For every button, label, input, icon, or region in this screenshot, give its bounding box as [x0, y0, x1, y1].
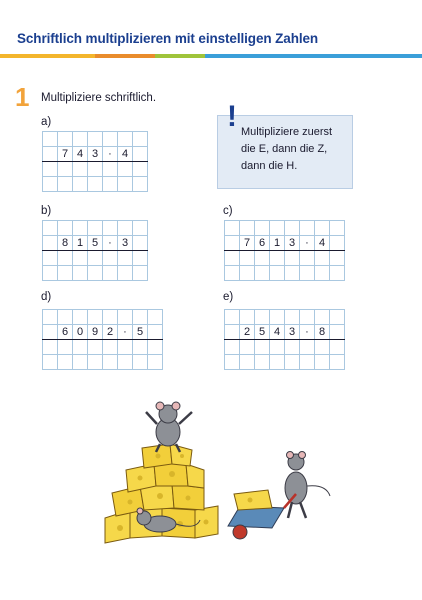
grid-cell[interactable] — [285, 266, 300, 281]
grid-cell[interactable] — [240, 310, 255, 325]
mouse-on-top — [146, 402, 192, 452]
grid-row — [225, 251, 345, 266]
grid-row — [43, 355, 163, 370]
grid-cell[interactable] — [225, 251, 240, 266]
grid-cell[interactable] — [270, 355, 285, 370]
grid-row — [43, 310, 163, 325]
grid-cell[interactable] — [58, 177, 73, 192]
expression-digit[interactable]: 7 — [240, 236, 255, 251]
grid-cell[interactable] — [133, 162, 148, 177]
grid-cell[interactable] — [43, 132, 58, 147]
grid-cell[interactable] — [73, 177, 88, 192]
grid-cell[interactable] — [315, 266, 330, 281]
grid-cell[interactable] — [118, 251, 133, 266]
grid-cell[interactable] — [43, 251, 58, 266]
grid-cell[interactable] — [270, 221, 285, 236]
grid-cell[interactable] — [73, 310, 88, 325]
grid-cell[interactable] — [240, 266, 255, 281]
expression-digit[interactable]: 4 — [118, 147, 133, 162]
expression-digit[interactable]: · — [118, 325, 133, 340]
grid-cell[interactable] — [133, 340, 148, 355]
grid-cell[interactable] — [43, 236, 58, 251]
stripe-blue — [205, 54, 422, 58]
grid-cell[interactable] — [88, 162, 103, 177]
grid-cell[interactable] — [58, 340, 73, 355]
task-label-e: e) — [223, 291, 234, 303]
grid-cell[interactable] — [270, 266, 285, 281]
grid-cell[interactable] — [58, 132, 73, 147]
grid-cell[interactable] — [240, 251, 255, 266]
answer-row — [43, 147, 148, 162]
grid-cell[interactable] — [58, 355, 73, 370]
grid-row — [43, 221, 148, 236]
expression-digit[interactable]: 4 — [315, 236, 330, 251]
grid-cell[interactable] — [285, 340, 300, 355]
grid-cell[interactable] — [225, 310, 240, 325]
grid-cell[interactable] — [103, 221, 118, 236]
expression-digit[interactable]: 3 — [285, 325, 300, 340]
expression-digit[interactable]: 5 — [88, 236, 103, 251]
task-label-a: a) — [41, 116, 52, 128]
stripe-yellow — [0, 54, 95, 58]
grid-cell[interactable] — [330, 236, 345, 251]
grid-row — [225, 266, 345, 281]
expression-digit[interactable]: 1 — [270, 236, 285, 251]
page-title: Schriftlich multiplizieren mit einstelligen Zahlen — [17, 31, 319, 46]
grid-cell[interactable] — [240, 355, 255, 370]
grid-cell[interactable] — [270, 340, 285, 355]
grid-cell[interactable] — [43, 177, 58, 192]
grid-cell[interactable] — [88, 310, 103, 325]
grid-cell[interactable] — [88, 132, 103, 147]
grid-row — [43, 340, 163, 355]
expression-digit[interactable]: 5 — [255, 325, 270, 340]
grid-cell[interactable] — [43, 147, 58, 162]
grid-row — [225, 340, 345, 355]
grid-cell[interactable] — [225, 340, 240, 355]
expression-digit[interactable]: 2 — [103, 325, 118, 340]
exercise-number: 1 — [15, 82, 30, 112]
expression-digit[interactable]: 8 — [315, 325, 330, 340]
expression-digit[interactable]: 9 — [88, 325, 103, 340]
grid-cell[interactable] — [133, 355, 148, 370]
expression-digit[interactable]: 3 — [118, 236, 133, 251]
expression-digit[interactable]: 6 — [58, 325, 73, 340]
grid-row — [225, 310, 345, 325]
grid-cell[interactable] — [315, 221, 330, 236]
expression-digit[interactable]: 0 — [73, 325, 88, 340]
grid-cell[interactable] — [330, 221, 345, 236]
grid-cell[interactable] — [58, 310, 73, 325]
task-grid-b[interactable] — [42, 220, 148, 281]
grid-cell[interactable] — [103, 355, 118, 370]
grid-cell[interactable] — [103, 310, 118, 325]
grid-cell[interactable] — [88, 221, 103, 236]
expression-digit[interactable]: 2 — [240, 325, 255, 340]
grid-cell[interactable] — [330, 355, 345, 370]
grid-cell[interactable] — [300, 340, 315, 355]
grid-cell[interactable] — [225, 236, 240, 251]
grid-cell[interactable] — [300, 310, 315, 325]
expression-digit[interactable]: 1 — [73, 236, 88, 251]
stripe-orange — [95, 54, 155, 58]
grid-cell[interactable] — [118, 355, 133, 370]
grid-cell[interactable] — [133, 251, 148, 266]
task-label-b: b) — [41, 205, 52, 217]
grid-cell[interactable] — [133, 310, 148, 325]
task-grid-a[interactable] — [42, 131, 148, 192]
grid-row — [43, 177, 148, 192]
grid-cell[interactable] — [315, 310, 330, 325]
grid-cell[interactable] — [133, 266, 148, 281]
grid-cell[interactable] — [43, 340, 58, 355]
task-grid-d[interactable] — [42, 309, 163, 370]
grid-cell[interactable] — [43, 310, 58, 325]
grid-cell[interactable] — [225, 355, 240, 370]
grid-cell[interactable] — [285, 221, 300, 236]
grid-cell[interactable] — [148, 355, 163, 370]
grid-cell[interactable] — [240, 221, 255, 236]
grid-cell[interactable] — [118, 162, 133, 177]
grid-cell[interactable] — [225, 266, 240, 281]
expression-digit[interactable]: 4 — [270, 325, 285, 340]
grid-cell[interactable] — [58, 162, 73, 177]
task-grid-e[interactable] — [224, 309, 345, 370]
grid-cell[interactable] — [43, 266, 58, 281]
grid-cell[interactable] — [58, 266, 73, 281]
grid-cell[interactable] — [73, 221, 88, 236]
grid-cell[interactable] — [285, 355, 300, 370]
grid-cell[interactable] — [133, 236, 148, 251]
grid-cell[interactable] — [118, 221, 133, 236]
grid-cell[interactable] — [315, 355, 330, 370]
expression-digit[interactable]: 3 — [88, 147, 103, 162]
mouse-with-wheelbarrow — [228, 452, 330, 540]
grid-cell[interactable] — [315, 340, 330, 355]
grid-cell[interactable] — [43, 325, 58, 340]
grid-row — [43, 251, 148, 266]
grid-cell[interactable] — [73, 251, 88, 266]
grid-cell[interactable] — [103, 340, 118, 355]
grid-cell[interactable] — [88, 251, 103, 266]
grid-cell[interactable] — [270, 310, 285, 325]
grid-cell[interactable] — [255, 251, 270, 266]
grid-cell[interactable] — [255, 266, 270, 281]
grid-cell[interactable] — [118, 340, 133, 355]
expression-digit[interactable]: · — [103, 236, 118, 251]
grid-cell[interactable] — [255, 221, 270, 236]
expression-digit[interactable]: 4 — [73, 147, 88, 162]
grid-cell[interactable] — [88, 177, 103, 192]
grid-cell[interactable] — [73, 340, 88, 355]
answer-row — [225, 325, 345, 340]
grid-cell[interactable] — [148, 340, 163, 355]
grid-row — [225, 355, 345, 370]
mice-with-cheese-icon — [100, 398, 340, 548]
grid-cell[interactable] — [118, 132, 133, 147]
grid-cell[interactable] — [73, 266, 88, 281]
grid-cell[interactable] — [118, 310, 133, 325]
expression-digit[interactable]: 7 — [58, 147, 73, 162]
grid-row — [43, 162, 148, 177]
grid-cell[interactable] — [73, 132, 88, 147]
grid-cell[interactable] — [330, 340, 345, 355]
task-label-c: c) — [223, 205, 233, 217]
tip-text: Multipliziere zuerst die E, dann die Z, dann die H. — [241, 126, 333, 172]
expression-digit[interactable]: · — [300, 236, 315, 251]
grid-cell[interactable] — [330, 266, 345, 281]
grid-row — [43, 132, 148, 147]
grid-cell[interactable] — [73, 355, 88, 370]
grid-cell[interactable] — [118, 177, 133, 192]
answer-row — [43, 236, 148, 251]
grid-cell[interactable] — [88, 355, 103, 370]
grid-cell[interactable] — [300, 266, 315, 281]
grid-cell[interactable] — [330, 325, 345, 340]
grid-row — [225, 221, 345, 236]
expression-digit[interactable]: 3 — [285, 236, 300, 251]
expression-digit[interactable]: 6 — [255, 236, 270, 251]
exclamation-icon: ! — [227, 100, 237, 133]
grid-cell[interactable] — [88, 340, 103, 355]
grid-cell[interactable] — [133, 177, 148, 192]
grid-cell[interactable] — [225, 325, 240, 340]
expression-digit[interactable]: 8 — [58, 236, 73, 251]
grid-cell[interactable] — [285, 251, 300, 266]
grid-cell[interactable] — [315, 251, 330, 266]
grid-cell[interactable] — [103, 251, 118, 266]
grid-cell[interactable] — [73, 162, 88, 177]
grid-cell[interactable] — [43, 221, 58, 236]
exercise-instruction: Multipliziere schriftlich. — [41, 92, 157, 104]
grid-cell[interactable] — [240, 340, 255, 355]
grid-cell[interactable] — [58, 251, 73, 266]
grid-cell[interactable] — [43, 162, 58, 177]
task-grid-c[interactable] — [224, 220, 345, 281]
grid-cell[interactable] — [270, 251, 285, 266]
grid-cell[interactable] — [300, 251, 315, 266]
grid-row — [43, 266, 148, 281]
grid-cell[interactable] — [103, 132, 118, 147]
task-label-d: d) — [41, 291, 52, 303]
grid-cell[interactable] — [225, 221, 240, 236]
expression-digit[interactable]: · — [103, 147, 118, 162]
grid-cell[interactable] — [330, 251, 345, 266]
grid-cell[interactable] — [103, 162, 118, 177]
grid-cell[interactable] — [58, 221, 73, 236]
answer-row — [225, 236, 345, 251]
answer-row — [43, 325, 163, 340]
grid-cell[interactable] — [300, 221, 315, 236]
grid-cell[interactable] — [255, 355, 270, 370]
grid-cell[interactable] — [103, 266, 118, 281]
grid-cell[interactable] — [148, 310, 163, 325]
grid-cell[interactable] — [285, 310, 300, 325]
grid-cell[interactable] — [103, 177, 118, 192]
grid-cell[interactable] — [133, 147, 148, 162]
grid-cell[interactable] — [43, 355, 58, 370]
grid-cell[interactable] — [133, 132, 148, 147]
grid-cell[interactable] — [118, 266, 133, 281]
grid-cell[interactable] — [148, 325, 163, 340]
grid-cell[interactable] — [300, 355, 315, 370]
expression-digit[interactable]: 5 — [133, 325, 148, 340]
stripe-green — [155, 54, 205, 58]
grid-cell[interactable] — [255, 340, 270, 355]
expression-digit[interactable]: · — [300, 325, 315, 340]
grid-cell[interactable] — [133, 221, 148, 236]
grid-cell[interactable] — [330, 310, 345, 325]
grid-cell[interactable] — [88, 266, 103, 281]
grid-cell[interactable] — [255, 310, 270, 325]
